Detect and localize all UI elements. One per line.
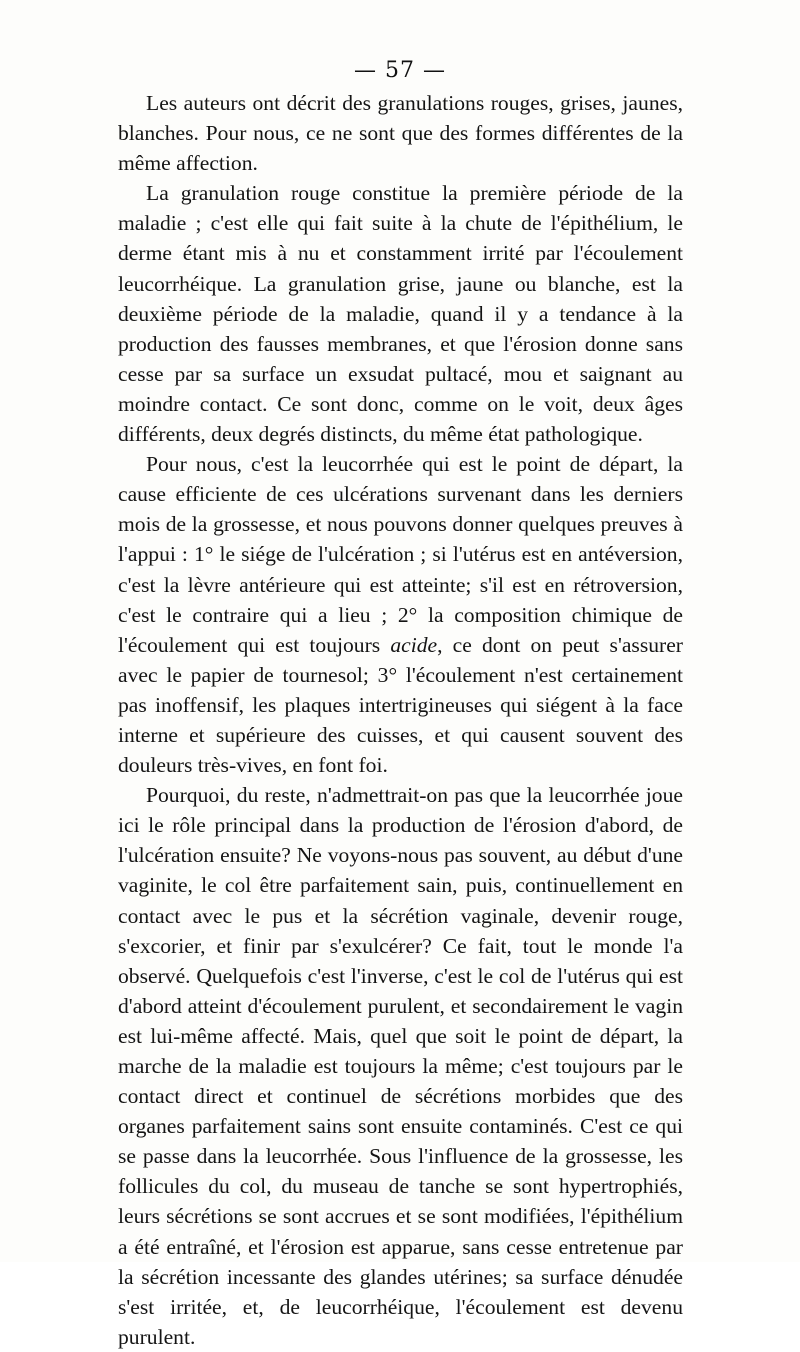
paragraph-3-italic: acide: [390, 632, 438, 657]
paragraph-2: La granulation rouge constitue la première période de la maladie ; c'est elle qui fait suite à la chute de l'épithélium, le derme étant mis à nu et constamment irrité par l'écoulement leucorrhéique. La granulation grise, jaune ou blanche, est la deuxième période de la maladie, quand il y a tendance à la production des fausses membranes, et que l'érosion donne sans cesse par sa surface un exsudat pultacé, mou et saignant au moindre contact. Ce sont donc, comme on le voit, deux âges différents, deux degrés distincts, du même état pathologique.: [118, 181, 683, 447]
paragraph-3-after: , ce dont on peut s'assurer avec le papier de tournesol; 3° l'écoulement n'est certainement pas inoffensif, les plaques intertrigineuses qui siégent à la face interne et supérieure des cuisses, et qui causent souvent des douleurs très-vives, en font foi.: [118, 632, 683, 778]
body-text: [118, 88, 683, 1352]
paragraph-3-before: Pour nous, c'est la leucorrhée qui est le point de départ, la cause efficiente de ces ulcérations survenant dans les derniers mois de la grossesse, et nous pouvons donner quelques preuves à l'appui : 1° le siége de l'ulcération ; si l'utérus est en antéversion, c'est la lèvre antérieure qui est atteinte; s'il est en rétroversion, c'est le contraire qui a lieu ; 2° la composition chimique de l'écoulement qui est toujours: [118, 452, 683, 657]
page-number: — 57 —: [354, 58, 446, 83]
paragraph-3: [118, 449, 683, 780]
paragraph-4: Pourquoi, du reste, n'admettrait-on pas que la leucorrhée joue ici le rôle principal dans la production de l'érosion d'abord, de l'ulcération ensuite? Ne voyons-nous pas souvent, au début d'une vaginite, le col être parfaitement sain, puis, continuellement en contact avec le pus et la sécrétion vaginale, devenir rouge, s'excorier, et finir par s'exulcérer? Ce fait, tout le monde l'a observé. Quelquefois c'est l'inverse, c'est le col de l'utérus qui est d'abord atteint d'écoulement purulent, et secondairement le vagin est lui-même affecté. Mais, quel que soit le point de départ, la marche de la maladie est toujours la même; c'est toujours par le contact direct et continuel de sécrétions morbides que des organes parfaitement sains sont ensuite contaminés. C'est ce qui se passe dans la leucorrhée. Sous l'influence de la grossesse, les follicules du col, du museau de tanche se sont hypertrophiés, leurs sécrétions se sont accrues et se sont modifiées, l'épithélium a été entraîné, et l'érosion est apparue, sans cesse entretenue par la sécrétion incessante des glandes utérines; sa surface dénudée s'est irritée, et, de leucorrhéique, l'écoulement est devenu purulent.: [118, 783, 683, 1349]
paragraph-1: Les auteurs ont décrit des granulations rouges, grises, jaunes, blanches. Pour nous, ce ne sont que des formes différentes de la même affection.: [118, 91, 683, 176]
